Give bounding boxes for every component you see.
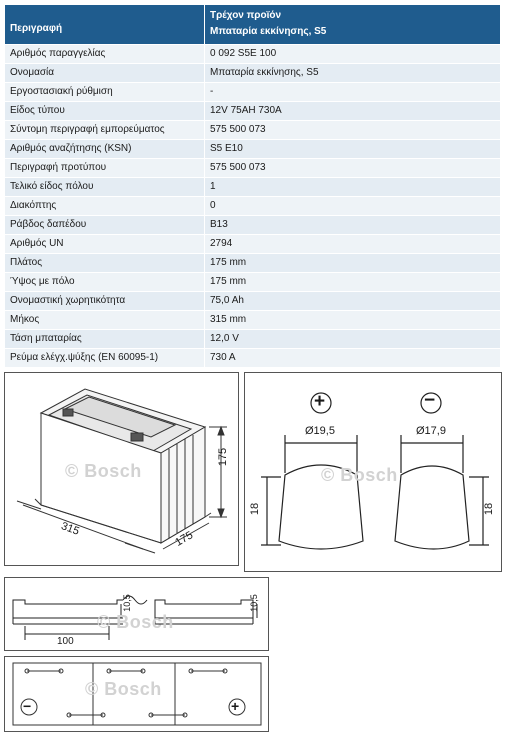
table-row [5, 330, 501, 349]
watermark: © Bosch [97, 612, 174, 632]
watermark: © Bosch [85, 679, 162, 699]
minus-diameter-label: Ø17,9 [416, 425, 446, 437]
table-row [5, 273, 501, 292]
table-row [5, 121, 501, 140]
row-value: 12,0 V [205, 330, 501, 349]
row-value: Μπαταρία εκκίνησης, S5 [205, 64, 501, 83]
layout-plus-icon: + [231, 698, 240, 714]
plus-height-label: 18 [249, 502, 262, 516]
battery-width-label: 175 [173, 529, 196, 549]
row-value: S5 E10 [205, 140, 501, 159]
plus-diameter-label: Ø19,5 [305, 425, 335, 437]
row-label: Ράβδος δαπέδου [5, 216, 205, 235]
row-label: Σύντομη περιγραφή εμπορεύματος [5, 121, 205, 140]
table-row [5, 197, 501, 216]
row-label: Ονομαστική χωρητικότητα [5, 292, 205, 311]
table-row [5, 45, 501, 64]
table-row [5, 235, 501, 254]
row-label: Μήκος [5, 311, 205, 330]
row-value: 75,0 Ah [205, 292, 501, 311]
row-value: 175 mm [205, 254, 501, 273]
minus-terminal-icon: − [424, 390, 436, 411]
table-row [5, 292, 501, 311]
minus-height-label: 18 [483, 502, 496, 516]
row-label: Τελικό είδος πόλου [5, 178, 205, 197]
table-row [5, 83, 501, 102]
row-value: 12V 75AH 730A [205, 102, 501, 121]
row-label: Εργοστασιακή ρύθμιση [5, 83, 205, 102]
table-header [5, 5, 501, 45]
row-label: Τάση μπαταρίας [5, 330, 205, 349]
row-label: Διακόπτης [5, 197, 205, 216]
rail-height-left-label: 10,5 [121, 594, 132, 612]
cell-layout-drawing [4, 656, 269, 732]
battery-dimension-drawing [4, 372, 239, 566]
row-value: 175 mm [205, 273, 501, 292]
spec-table [4, 4, 501, 368]
row-value: 0 092 S5E 100 [205, 45, 501, 64]
plus-terminal-icon: + [314, 391, 326, 412]
row-label: Περιγραφή προτύπου [5, 159, 205, 178]
layout-minus-icon: − [23, 698, 32, 714]
table-row [5, 102, 501, 121]
row-value: 315 mm [205, 311, 501, 330]
row-label: Είδος τύπου [5, 102, 205, 121]
row-label: Ονομασία [5, 64, 205, 83]
row-value: 1 [205, 178, 501, 197]
row-label: Ρεύμα ελέγχ.ψύξης (EN 60095-1) [5, 349, 205, 368]
row-label: Ύψος με πόλο [5, 273, 205, 292]
header-product-name: Μπαταρία εκκίνησης, S5 [210, 26, 327, 37]
rail-height-right-label: 10,5 [248, 594, 259, 612]
battery-height-label: 175 [217, 447, 230, 467]
watermark: © Bosch [321, 465, 398, 485]
header-description: Περιγραφή [5, 5, 205, 45]
table-row [5, 216, 501, 235]
table-row [5, 178, 501, 197]
row-value: 0 [205, 197, 501, 216]
row-value: - [205, 83, 501, 102]
row-value: 2794 [205, 235, 501, 254]
header-product-caption: Τρέχον προϊόν [210, 10, 282, 21]
row-value: 730 A [205, 349, 501, 368]
table-row [5, 254, 501, 273]
row-label: Αριθμός UN [5, 235, 205, 254]
rail-length-label: 100 [57, 636, 74, 647]
row-value: B13 [205, 216, 501, 235]
table-row [5, 64, 501, 83]
row-label: Αριθμός παραγγελίας [5, 45, 205, 64]
battery-length-label: 315 [59, 520, 81, 538]
header-current-product [205, 5, 501, 45]
table-row [5, 159, 501, 178]
row-value: 575 500 073 [205, 159, 501, 178]
table-row [5, 311, 501, 330]
watermark: © Bosch [65, 461, 142, 481]
row-label: Αριθμός αναζήτησης (KSN) [5, 140, 205, 159]
table-row [5, 140, 501, 159]
terminal-dimension-drawing [244, 372, 502, 572]
table-row [5, 349, 501, 368]
base-rail-drawing [4, 577, 269, 651]
row-label: Πλάτος [5, 254, 205, 273]
row-value: 575 500 073 [205, 121, 501, 140]
